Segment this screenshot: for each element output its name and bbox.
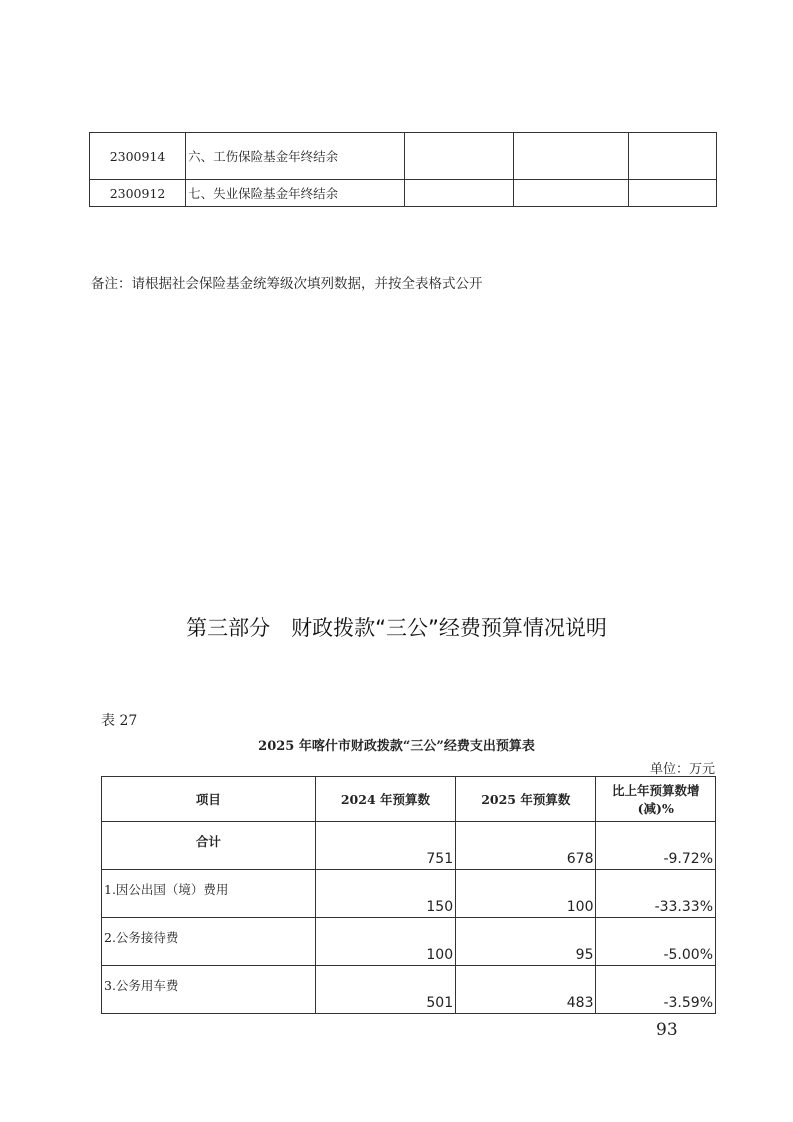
row-name: 六、工伤保险基金年终结余 [186,133,404,180]
item-label: 3.公务用车费 [104,978,179,993]
value-change: -9.72% [663,851,713,867]
value-2025: 95 [575,947,594,963]
empty-cell [629,133,717,180]
table-title: 2025 年喀什市财政拨款“三公”经费支出预算表 [258,739,535,754]
table-row [102,918,716,966]
note-text: 备注：请根据社会保险基金统筹级次填列数据，并按全表格式公开 [91,276,483,292]
table-row [102,870,716,918]
table-row [90,180,717,207]
empty-cell [404,133,513,180]
table-row [102,966,716,1014]
section-title: 第三部分 财政拨款“三公”经费预算情况说明 [186,616,607,640]
value-2025: 483 [566,995,594,1011]
table-label: 表 27 [101,713,138,729]
page-number: 93 [656,1020,678,1040]
table-row [90,133,717,180]
header-row [102,777,716,822]
row-code: 2300914 [90,133,186,180]
table-row-total [102,822,716,870]
item-label: 1.因公出国（境）费用 [104,882,229,897]
value-2024: 751 [426,851,454,867]
unit-label: 单位：万元 [649,762,715,777]
value-2025: 100 [566,899,594,915]
three-public-expenses-table [101,776,716,1014]
value-2024: 501 [426,995,454,1011]
row-name: 七、失业保险基金年终结余 [186,180,404,207]
empty-cell [629,180,717,207]
value-2024: 150 [426,899,454,915]
empty-cell [404,180,513,207]
value-change: -33.33% [654,899,713,915]
empty-cell [513,180,628,207]
value-change: -3.59% [663,995,713,1011]
value-change: -5.00% [663,947,713,963]
header-change: 比上年预算数增(减)% [596,777,716,822]
header-2025: 2025 年预算数 [456,777,596,822]
item-label: 2.公务接待费 [104,930,179,945]
item-label: 合计 [195,834,221,849]
row-code: 2300912 [90,180,186,207]
header-2024: 2024 年预算数 [315,777,455,822]
value-2024: 100 [426,947,454,963]
empty-cell [513,133,628,180]
header-item: 项目 [102,777,316,822]
value-2025: 678 [566,851,594,867]
social-insurance-table [89,132,717,207]
